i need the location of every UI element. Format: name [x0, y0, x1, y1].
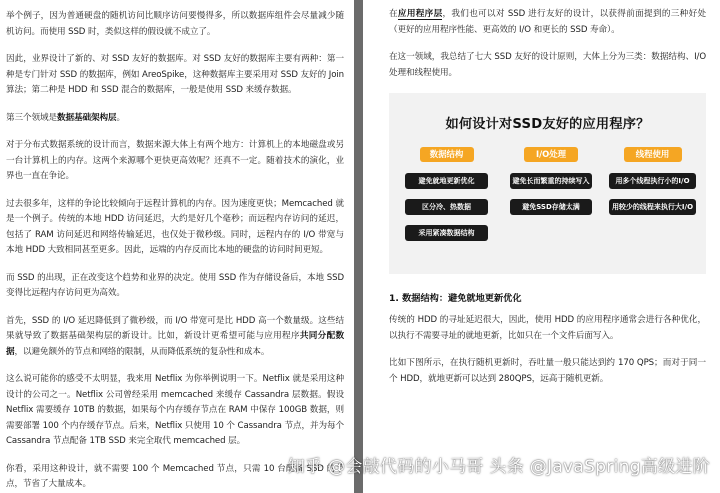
- paragraph: 这么说可能你的感受不太明显，我来用 Netflix 为你举例说明一下。Netflix 就是采用这种设计的公司之一。Netflix 公司曾经采用 memcached 来缓存 Cassandra 层数据。假设 Netflix 需要缓存 10TB 的数据，如果每个内存缓存节点在 RAM 中保存 100GB 数据，则需要部署 100 个内存缓存节点。后来，Netflix 只使用 10 个 Cassandra 节点，并为每个 Cassandra 节点配备 1TB SSD 来完全取代 memcached 层。: [6, 374, 344, 446]
- principle-item: 用较少的线程来执行大I/O: [609, 199, 696, 215]
- column-thread-usage: [609, 147, 696, 225]
- paragraph: 传统的 HDD 的寻址延迟很大，因此，使用 HDD 的应用程序通常会进行各种优化，以执行不需要寻址的就地更新，比如只在一个文件后面写入。: [389, 315, 706, 341]
- bold-term: 应用程序层: [397, 9, 443, 19]
- category-label: I/O处理: [524, 147, 578, 162]
- paragraph: 你看，采用这种设计，就不需要 100 个 Memcached 节点，只需 10 台配备 SSD 的节点，节省了大量成本。: [6, 463, 344, 489]
- paragraph: 举个例子，因为普通硬盘的随机访问比顺序访问要慢得多，所以数据库组件会尽量减少随机访问。而使用 SSD 时，类似这样的假设就不成立了。: [6, 11, 344, 37]
- paragraph: 在这一领域，我总结了七大 SSD 友好的设计原则，大体上分为三类：数据结构、I/O 处理和线程使用。: [389, 52, 706, 78]
- infographic-title: 如何设计对SSD友好的应用程序？: [445, 117, 650, 132]
- watermark: 知乎 @会敲代码的小马哥 头条 @JavaSpring高级进阶: [287, 457, 710, 477]
- right-page: [287, 0, 720, 493]
- text-span: 。: [116, 112, 125, 123]
- bold-term: 共同分配数据: [6, 331, 344, 357]
- text-span: ，以避免额外的节点和网络的限制，从而降低系统的复杂性和成本。: [14, 346, 270, 357]
- text-span: 在: [389, 9, 398, 19]
- principle-item: 区分冷、热数据: [405, 199, 488, 215]
- section-heading: 1. 数据结构：避免就地更新优化: [389, 293, 522, 304]
- paragraph: [389, 7, 706, 38]
- bold-term: 数据基础架构层: [56, 112, 117, 123]
- principle-item: 避免长而繁重的持续写入: [510, 173, 592, 189]
- text-span: ，我们也可以对 SSD 进行友好的设计，以获得前面提到的三种好处（更好的应用程序性能、更高效的 I/O 和更长的 SSD 寿命）。: [389, 9, 706, 35]
- principle-item: 采用紧凑数据结构: [405, 225, 488, 241]
- paragraph: [6, 314, 344, 361]
- paragraph: 过去很多年，这样的争论比较倾向于远程计算机的内存。因为速度更快；Memcached 就是一个例子。传统的本地 HDD 访问延迟，大约是好几个毫秒；而远程内存访问的延迟，包括了 RAM 访问延迟和网络传输延迟，也仅处于微秒级。同时，远程内存的 I/O 带宽与本地 HDD 大致相同甚至更多。因此，远端的内存反而比本地的硬盘的访问时间更短。: [6, 198, 344, 255]
- column-io-handling: [510, 147, 592, 225]
- principle-item: 避免就地更新优化: [405, 173, 488, 189]
- category-label: 数据结构: [420, 147, 474, 162]
- paragraph: 比如下图所示，在执行随机更新时，吞吐量一般只能达到约 170 QPS；而对于同一个 HDD，就地更新可以达到 280QPS，远高于随机更新。: [389, 358, 706, 384]
- paragraph: [6, 111, 344, 127]
- principle-item: 避免SSD存储太满: [510, 199, 592, 215]
- infographic: [389, 93, 706, 274]
- principle-item: 用多个线程执行小的I/O: [609, 173, 696, 189]
- paragraph: 对于分布式数据系统的设计而言，数据来源大体上有两个地方：计算机上的本地磁盘或另一台计算机上的内存。这两个来源哪个更快更高效呢？还真不一定。随着技术的演化，业界也一直在争论。: [6, 140, 344, 181]
- paragraph: 而 SSD 的出现，正在改变这个趋势和业界的决定。使用 SSD 作为存储设备后，本地 SSD 变得比远程内存访问更为高效。: [6, 272, 344, 298]
- column-data-structure: [405, 147, 488, 251]
- text-span: 首先，SSD 的 I/O 延迟降低到了微秒级，而 I/O 带宽可是比 HDD 高一个数量级。这些结果就导致了数据基础架构层的新设计。比如，新设计更希望可能与应用程序: [6, 315, 344, 341]
- text-span: 第三个领域是: [6, 112, 57, 123]
- category-label: 线程使用: [624, 147, 682, 162]
- paragraph: 因此，业界设计了新的、对 SSD 友好的数据库。对 SSD 友好的数据库主要有两种：第一种是专门针对 SSD 的数据库，例如 AreoSpike，这种数据库主要采用对 SSD 友好的 Join 算法；第二种是 HDD 和 SSD 混合的数据库，一般是使用 SSD 来缓存数据。: [6, 54, 344, 95]
- left-page: [0, 0, 354, 493]
